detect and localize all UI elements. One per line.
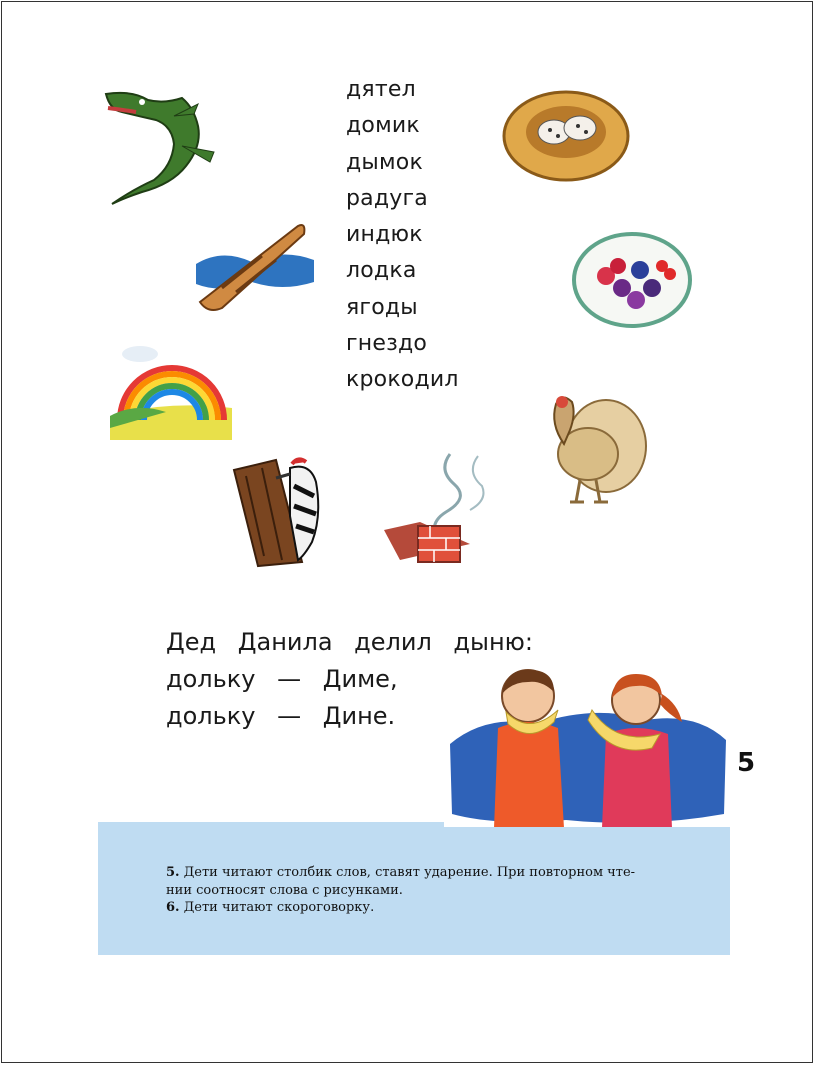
- nest-illustration: [500, 78, 634, 186]
- word-item: ягоды: [346, 294, 418, 320]
- note-number: 5.: [166, 865, 180, 880]
- note-line: [166, 899, 676, 917]
- word-item: крокодил: [346, 367, 459, 393]
- note-text: Дети читают столбик слов, ставят ударение. При повторном чте-: [183, 865, 636, 880]
- word-item: индюк: [346, 222, 423, 248]
- turkey-illustration: [536, 384, 648, 508]
- word-item: домик: [346, 113, 420, 139]
- berries-plate-illustration: [570, 226, 694, 332]
- tongue-twister-line: Дед Данила делил дыню:: [166, 628, 533, 656]
- tongue-twister-line: дольку — Диме,: [166, 665, 398, 693]
- boat-illustration: [192, 218, 318, 318]
- rainbow-illustration: [106, 336, 236, 444]
- teacher-note-text: [166, 864, 676, 917]
- task-number: 5: [737, 748, 756, 778]
- note-line: [166, 864, 676, 882]
- crocodile-illustration: [102, 86, 234, 212]
- chimney-smoke-illustration: [380, 450, 490, 566]
- note-number: 6.: [166, 900, 180, 915]
- word-item: гнездо: [346, 331, 428, 357]
- children-melon-illustration: [446, 664, 730, 828]
- note-text: Дети читают скороговорку.: [183, 900, 375, 915]
- note-line: [166, 882, 676, 900]
- tongue-twister-line: дольку — Дине.: [166, 702, 396, 730]
- word-item: лодка: [346, 258, 417, 284]
- word-item: радуга: [346, 185, 428, 211]
- word-item: дятел: [346, 77, 416, 102]
- word-item: дымок: [346, 149, 423, 175]
- teacher-note-tab: [98, 822, 444, 830]
- word-list: [346, 72, 459, 399]
- woodpecker-illustration: [228, 456, 326, 568]
- note-text: нии соотносят слова с рисунками.: [166, 882, 403, 898]
